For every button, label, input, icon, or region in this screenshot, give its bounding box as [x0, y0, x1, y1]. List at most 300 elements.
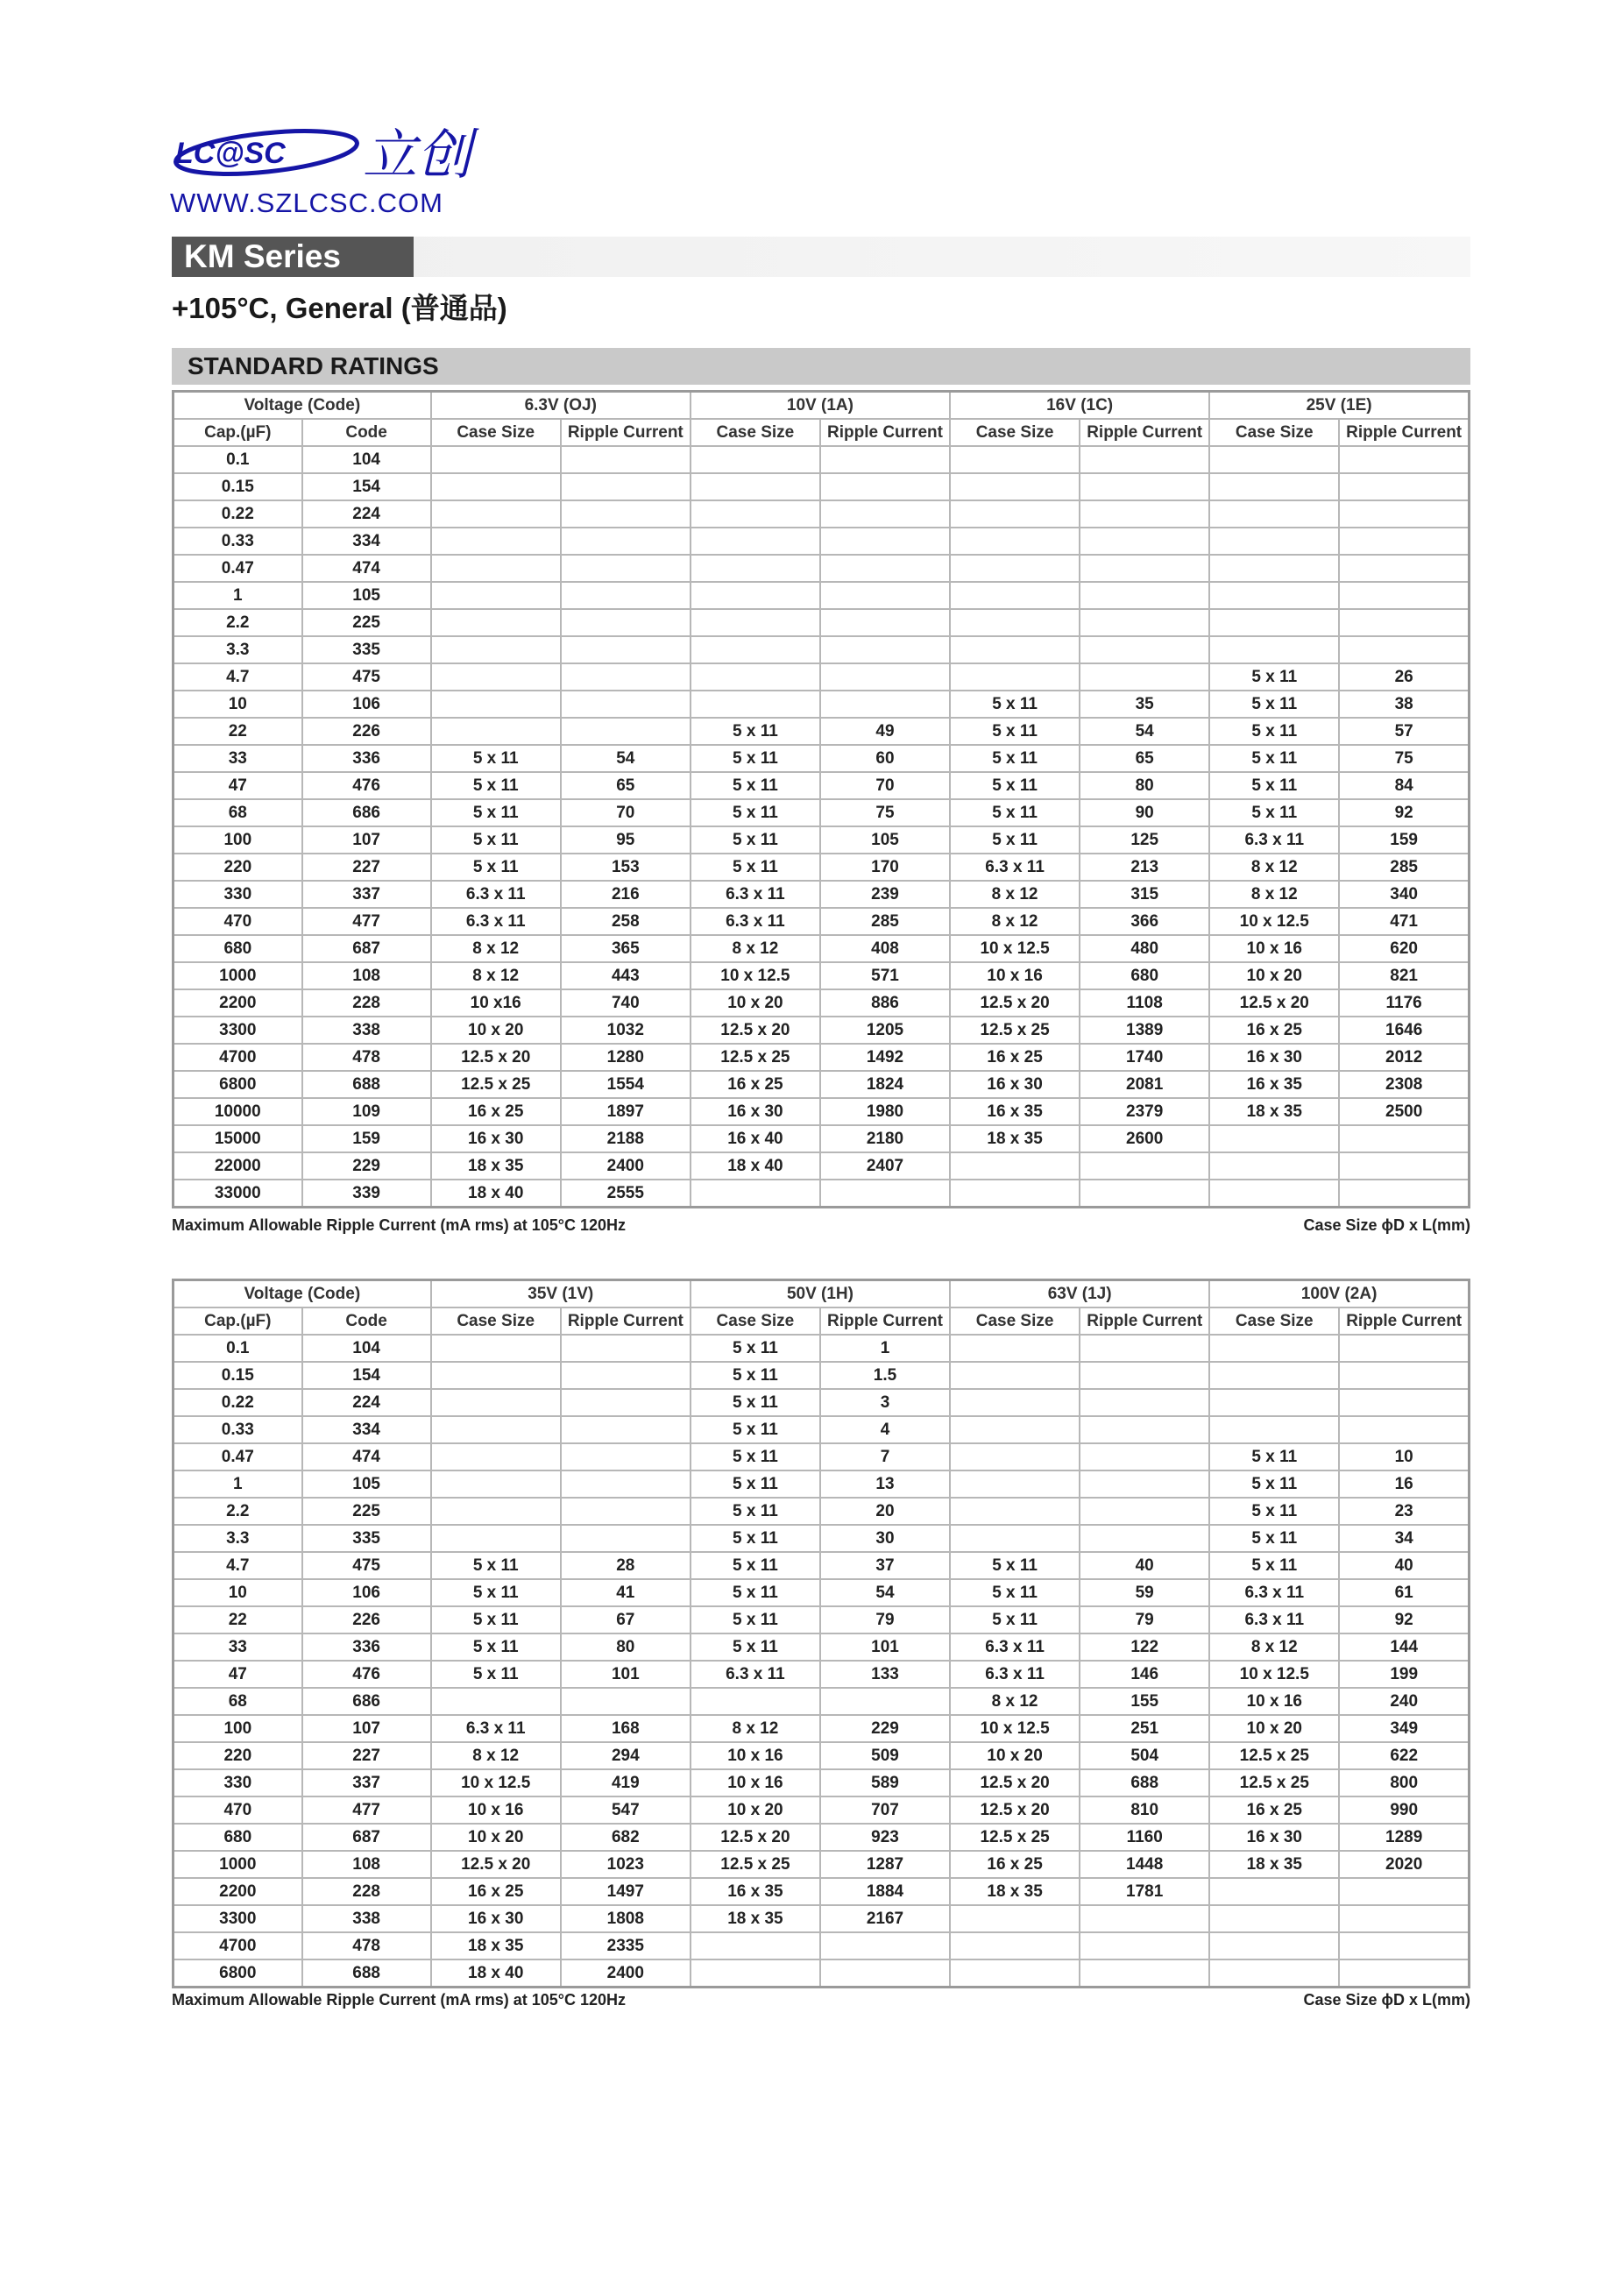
code-cell: 474: [302, 1443, 431, 1470]
ripple-current-cell: 20: [820, 1498, 950, 1525]
ripple-current-cell: [561, 1525, 691, 1552]
capacitance-cell: 0.47: [174, 555, 302, 582]
ripple-current-cell: [1080, 1416, 1209, 1443]
case-size-cell: 18 x 40: [691, 1152, 820, 1180]
case-size-cell: 12.5 x 20: [431, 1044, 561, 1071]
capacitance-cell: 0.1: [174, 1335, 302, 1362]
case-size-cell: [1209, 1362, 1339, 1389]
ripple-note: Maximum Allowable Ripple Current (mA rms) at 105°C 120Hz: [172, 1216, 626, 1234]
standard-ratings-title: STANDARD RATINGS: [188, 352, 439, 379]
capacitance-cell: 470: [174, 908, 302, 935]
table-row: [174, 1715, 1470, 1742]
case-size-cell: 5 x 11: [950, 1606, 1080, 1633]
case-size-cell: 6.3 x 11: [431, 908, 561, 935]
ripple-current-cell: 2555: [561, 1180, 691, 1208]
case-size-cell: 10 x 12.5: [691, 962, 820, 989]
case-size-cell: 10 x 20: [691, 1796, 820, 1824]
ripple-current-cell: [1339, 1362, 1469, 1389]
ripple-current-cell: 10: [1339, 1443, 1469, 1470]
ratings-table-low-voltage: [172, 390, 1470, 1208]
case-size-cell: 10 x 16: [431, 1796, 561, 1824]
case-size-cell: 5 x 11: [1209, 1470, 1339, 1498]
table-row: [174, 935, 1470, 962]
case-size-cell: 6.3 x 11: [950, 1633, 1080, 1661]
case-size-cell: 5 x 11: [431, 1633, 561, 1661]
code-cell: 226: [302, 718, 431, 745]
case-size-cell: 8 x 12: [1209, 1633, 1339, 1661]
ripple-current-cell: 258: [561, 908, 691, 935]
table-row: [174, 1362, 1470, 1389]
case-size-cell: [691, 609, 820, 636]
capacitance-cell: 68: [174, 799, 302, 826]
ripple-current-cell: 1492: [820, 1044, 950, 1071]
ripple-current-cell: 16: [1339, 1470, 1469, 1498]
ripple-current-cell: 589: [820, 1769, 950, 1796]
ripple-current-cell: [561, 691, 691, 718]
case-size-cell: 16 x 35: [691, 1878, 820, 1905]
ripple-current-cell: [820, 555, 950, 582]
capacitance-cell: 4.7: [174, 663, 302, 691]
case-size-header: Case Size: [691, 419, 820, 446]
case-size-cell: 5 x 11: [691, 1579, 820, 1606]
case-size-cell: 6.3 x 11: [431, 881, 561, 908]
case-size-cell: 12.5 x 20: [950, 1769, 1080, 1796]
ripple-current-cell: 682: [561, 1824, 691, 1851]
capacitance-cell: 4700: [174, 1932, 302, 1959]
ripple-current-cell: 65: [1080, 745, 1209, 772]
case-size-cell: [950, 609, 1080, 636]
case-size-cell: [950, 528, 1080, 555]
case-size-cell: 5 x 11: [431, 1552, 561, 1579]
case-size-cell: 5 x 11: [950, 1579, 1080, 1606]
case-size-cell: 5 x 11: [691, 1362, 820, 1389]
case-size-cell: 16 x 35: [1209, 1071, 1339, 1098]
table-row: [174, 1661, 1470, 1688]
case-size-cell: 8 x 12: [1209, 854, 1339, 881]
ripple-current-cell: 38: [1339, 691, 1469, 718]
case-size-cell: [431, 663, 561, 691]
ripple-current-cell: 294: [561, 1742, 691, 1769]
ripple-current-cell: 75: [1339, 745, 1469, 772]
ripple-current-cell: [1339, 473, 1469, 500]
capacitance-cell: 330: [174, 1769, 302, 1796]
capacitance-cell: 680: [174, 935, 302, 962]
ripple-current-cell: [1080, 1443, 1209, 1470]
ripple-current-cell: [1080, 1932, 1209, 1959]
ripple-current-cell: 2500: [1339, 1098, 1469, 1125]
ripple-current-cell: 810: [1080, 1796, 1209, 1824]
capacitance-cell: 22: [174, 718, 302, 745]
ripple-current-cell: [1339, 1389, 1469, 1416]
code-cell: 104: [302, 1335, 431, 1362]
ripple-current-cell: 133: [820, 1661, 950, 1688]
case-size-cell: 5 x 11: [431, 799, 561, 826]
case-size-cell: 16 x 25: [1209, 1796, 1339, 1824]
case-size-cell: [1209, 528, 1339, 555]
capacitance-cell: 3300: [174, 1905, 302, 1932]
case-size-cell: 5 x 11: [950, 1552, 1080, 1579]
ripple-current-cell: 239: [820, 881, 950, 908]
case-size-cell: 16 x 30: [1209, 1824, 1339, 1851]
table-row: [174, 1470, 1470, 1498]
table-row: [174, 1769, 1470, 1796]
case-size-cell: [1209, 582, 1339, 609]
ripple-current-cell: 408: [820, 935, 950, 962]
ripple-current-cell: 159: [1339, 826, 1469, 854]
case-size-cell: [691, 1180, 820, 1208]
ripple-current-cell: 80: [1080, 772, 1209, 799]
ripple-current-cell: [820, 473, 950, 500]
code-cell: 334: [302, 528, 431, 555]
ripple-current-cell: 54: [561, 745, 691, 772]
ripple-current-cell: [561, 1389, 691, 1416]
case-size-cell: [431, 691, 561, 718]
case-size-cell: 16 x 35: [950, 1098, 1080, 1125]
table-row: [174, 1125, 1470, 1152]
ripple-current-cell: [1339, 1905, 1469, 1932]
ripple-current-cell: [1339, 1335, 1469, 1362]
code-cell: 224: [302, 500, 431, 528]
case-size-cell: [431, 1525, 561, 1552]
voltage-header: 10V (1A): [691, 392, 950, 420]
ripple-current-cell: [561, 582, 691, 609]
table-row: [174, 1552, 1470, 1579]
case-size-cell: 18 x 35: [1209, 1851, 1339, 1878]
case-size-header: Case Size: [950, 419, 1080, 446]
case-size-cell: 10 x 20: [950, 1742, 1080, 1769]
case-size-cell: [950, 636, 1080, 663]
capacitance-cell: 33000: [174, 1180, 302, 1208]
table-row: [174, 1498, 1470, 1525]
case-size-header: Case Size: [1209, 419, 1339, 446]
case-size-cell: 5 x 11: [1209, 718, 1339, 745]
ripple-current-cell: 79: [1080, 1606, 1209, 1633]
case-size-cell: 8 x 12: [691, 1715, 820, 1742]
voltage-code-header: Voltage (Code): [174, 1280, 431, 1308]
ripple-current-cell: 2400: [561, 1152, 691, 1180]
capacitance-cell: 33: [174, 1633, 302, 1661]
case-size-cell: [691, 1688, 820, 1715]
ripple-current-cell: 1646: [1339, 1017, 1469, 1044]
case-size-cell: 16 x 30: [691, 1098, 820, 1125]
ripple-current-cell: 26: [1339, 663, 1469, 691]
header-row-columns: [174, 419, 1470, 446]
ripple-current-header: Ripple Current: [1080, 419, 1209, 446]
table-row: [174, 718, 1470, 745]
ripple-current-cell: 30: [820, 1525, 950, 1552]
case-size-cell: 8 x 12: [431, 1742, 561, 1769]
ripple-current-cell: 1980: [820, 1098, 950, 1125]
case-size-cell: [431, 582, 561, 609]
code-cell: 107: [302, 826, 431, 854]
case-size-cell: 5 x 11: [950, 799, 1080, 826]
ripple-current-cell: 61: [1339, 1579, 1469, 1606]
code-header: Code: [302, 1307, 431, 1335]
case-size-cell: 18 x 35: [431, 1932, 561, 1959]
ripple-current-cell: [1339, 1180, 1469, 1208]
code-cell: 154: [302, 1362, 431, 1389]
capacitance-cell: 3300: [174, 1017, 302, 1044]
ripple-current-cell: 90: [1080, 799, 1209, 826]
case-size-cell: [950, 1152, 1080, 1180]
case-size-cell: 6.3 x 11: [691, 908, 820, 935]
case-size-cell: [950, 663, 1080, 691]
ripple-current-cell: 2379: [1080, 1098, 1209, 1125]
case-size-cell: 5 x 11: [691, 826, 820, 854]
ripple-current-cell: [561, 1362, 691, 1389]
case-size-cell: 5 x 11: [431, 826, 561, 854]
ripple-current-cell: [561, 1688, 691, 1715]
ripple-current-cell: [561, 636, 691, 663]
case-size-cell: [691, 473, 820, 500]
ripple-current-cell: 4: [820, 1416, 950, 1443]
code-cell: 687: [302, 1824, 431, 1851]
ripple-current-cell: [1080, 609, 1209, 636]
ripple-current-cell: 504: [1080, 1742, 1209, 1769]
ripple-current-cell: 28: [561, 1552, 691, 1579]
ripple-current-cell: [1339, 1932, 1469, 1959]
case-size-cell: [431, 473, 561, 500]
case-size-cell: 12.5 x 25: [1209, 1769, 1339, 1796]
case-size-cell: [1209, 555, 1339, 582]
code-cell: 687: [302, 935, 431, 962]
case-size-cell: 5 x 11: [1209, 799, 1339, 826]
case-size-cell: [1209, 609, 1339, 636]
ripple-current-cell: [820, 1688, 950, 1715]
capacitance-cell: 1: [174, 582, 302, 609]
case-size-cell: [431, 1443, 561, 1470]
ripple-current-cell: 1448: [1080, 1851, 1209, 1878]
case-size-cell: 5 x 11: [950, 691, 1080, 718]
case-size-cell: 6.3 x 11: [431, 1715, 561, 1742]
case-size-cell: 10 x16: [431, 989, 561, 1017]
ripple-current-cell: 285: [1339, 854, 1469, 881]
ripple-current-cell: 1824: [820, 1071, 950, 1098]
case-size-cell: 16 x 25: [431, 1098, 561, 1125]
case-size-cell: 5 x 11: [691, 1552, 820, 1579]
code-cell: 477: [302, 1796, 431, 1824]
capacitance-cell: 47: [174, 772, 302, 799]
case-size-cell: [950, 582, 1080, 609]
ripple-current-cell: 680: [1080, 962, 1209, 989]
ripple-current-cell: 153: [561, 854, 691, 881]
ripple-current-cell: 1781: [1080, 1878, 1209, 1905]
case-size-cell: 18 x 35: [950, 1125, 1080, 1152]
code-cell: 227: [302, 854, 431, 881]
ripple-current-cell: [1339, 1152, 1469, 1180]
ripple-current-cell: 34: [1339, 1525, 1469, 1552]
ripple-current-cell: [1339, 1125, 1469, 1152]
case-size-cell: [431, 1688, 561, 1715]
table-row: [174, 1579, 1470, 1606]
ripple-current-cell: [1339, 555, 1469, 582]
ripple-current-cell: 2600: [1080, 1125, 1209, 1152]
case-size-cell: [950, 1959, 1080, 1988]
ripple-current-cell: [820, 636, 950, 663]
case-size-cell: 18 x 35: [431, 1152, 561, 1180]
ripple-current-cell: [561, 1335, 691, 1362]
ripple-current-cell: 1.5: [820, 1362, 950, 1389]
case-size-cell: 5 x 11: [691, 745, 820, 772]
ripple-current-cell: [1080, 446, 1209, 473]
case-size-cell: [691, 691, 820, 718]
ripple-current-cell: 340: [1339, 881, 1469, 908]
table-row: [174, 663, 1470, 691]
code-cell: 339: [302, 1180, 431, 1208]
case-size-cell: 5 x 11: [691, 854, 820, 881]
company-logo: [168, 116, 554, 221]
code-cell: 337: [302, 881, 431, 908]
case-size-cell: 10 x 20: [431, 1824, 561, 1851]
header-row-voltage: [174, 392, 1470, 420]
case-size-cell: [950, 1335, 1080, 1362]
case-size-cell: 8 x 12: [691, 935, 820, 962]
capacitance-cell: 4700: [174, 1044, 302, 1071]
ripple-current-cell: [1339, 1959, 1469, 1988]
ripple-current-cell: 101: [561, 1661, 691, 1688]
ripple-current-cell: 65: [561, 772, 691, 799]
case-size-cell: 6.3 x 11: [691, 881, 820, 908]
case-size-cell: 5 x 11: [1209, 663, 1339, 691]
case-size-cell: [691, 1932, 820, 1959]
ripple-current-cell: [1080, 1362, 1209, 1389]
table-row: [174, 1633, 1470, 1661]
case-size-cell: [950, 1498, 1080, 1525]
case-size-cell: 12.5 x 20: [431, 1851, 561, 1878]
case-size-cell: 5 x 11: [950, 772, 1080, 799]
ripple-current-cell: [561, 528, 691, 555]
ripple-current-cell: 75: [820, 799, 950, 826]
ripple-current-cell: 707: [820, 1796, 950, 1824]
code-cell: 225: [302, 609, 431, 636]
case-size-cell: 10 x 12.5: [950, 935, 1080, 962]
table-row: [174, 1932, 1470, 1959]
lcsc-logo-mark: [168, 116, 554, 186]
ripple-current-cell: [1339, 636, 1469, 663]
ripple-current-cell: 1884: [820, 1878, 950, 1905]
ripple-current-cell: 84: [1339, 772, 1469, 799]
table-row: [174, 745, 1470, 772]
ripple-current-cell: [1080, 1498, 1209, 1525]
ripple-current-cell: [820, 1932, 950, 1959]
case-size-cell: [1209, 1905, 1339, 1932]
ripple-current-cell: 1280: [561, 1044, 691, 1071]
ripple-current-cell: [1080, 1389, 1209, 1416]
case-size-cell: [431, 1362, 561, 1389]
code-cell: 336: [302, 1633, 431, 1661]
ripple-current-header: Ripple Current: [1339, 419, 1469, 446]
case-size-cell: [950, 1180, 1080, 1208]
case-size-note: Case Size ϕD x L(mm): [1303, 1216, 1470, 1234]
case-size-cell: 16 x 40: [691, 1125, 820, 1152]
ripple-current-cell: 2180: [820, 1125, 950, 1152]
code-cell: 477: [302, 908, 431, 935]
table-row: [174, 609, 1470, 636]
ripple-current-cell: 95: [561, 826, 691, 854]
code-cell: 686: [302, 1688, 431, 1715]
ripple-current-cell: 70: [820, 772, 950, 799]
case-size-cell: 5 x 11: [691, 1335, 820, 1362]
case-size-cell: 5 x 11: [691, 772, 820, 799]
ripple-current-cell: 40: [1080, 1552, 1209, 1579]
case-size-cell: [691, 1959, 820, 1988]
case-size-cell: [1209, 1125, 1339, 1152]
case-size-cell: 5 x 11: [431, 772, 561, 799]
case-size-header: Case Size: [431, 419, 561, 446]
code-cell: 338: [302, 1017, 431, 1044]
ripple-current-cell: 40: [1339, 1552, 1469, 1579]
case-size-cell: 5 x 11: [1209, 1552, 1339, 1579]
case-size-cell: 5 x 11: [691, 1389, 820, 1416]
capacitance-cell: 2.2: [174, 609, 302, 636]
ripple-current-cell: 2012: [1339, 1044, 1469, 1071]
ripple-current-cell: 366: [1080, 908, 1209, 935]
case-size-cell: 5 x 11: [950, 745, 1080, 772]
ripple-current-cell: 7: [820, 1443, 950, 1470]
case-size-cell: 10 x 16: [950, 962, 1080, 989]
code-cell: 334: [302, 1416, 431, 1443]
ripple-current-cell: 13: [820, 1470, 950, 1498]
capacitance-cell: 0.22: [174, 500, 302, 528]
table-row: [174, 1742, 1470, 1769]
capacitance-cell: 3.3: [174, 1525, 302, 1552]
case-size-cell: 10 x 16: [691, 1769, 820, 1796]
table-row: [174, 1071, 1470, 1098]
case-size-cell: [431, 528, 561, 555]
capacitance-cell: 10000: [174, 1098, 302, 1125]
case-size-cell: 5 x 11: [691, 718, 820, 745]
ripple-current-cell: 240: [1339, 1688, 1469, 1715]
case-size-cell: 5 x 11: [691, 1470, 820, 1498]
ripple-current-cell: 92: [1339, 799, 1469, 826]
ripple-current-cell: [561, 609, 691, 636]
case-size-note: Case Size ϕD x L(mm): [1303, 1991, 1470, 2009]
capacitance-cell: 330: [174, 881, 302, 908]
ripple-current-cell: [820, 1180, 950, 1208]
ripple-current-cell: [561, 1498, 691, 1525]
ripple-current-cell: [561, 1443, 691, 1470]
ripple-current-cell: 168: [561, 1715, 691, 1742]
ripple-current-cell: 229: [820, 1715, 950, 1742]
table-row: [174, 555, 1470, 582]
code-cell: 335: [302, 636, 431, 663]
case-size-cell: 12.5 x 25: [950, 1017, 1080, 1044]
table-row: [174, 691, 1470, 718]
case-size-cell: 12.5 x 20: [950, 1796, 1080, 1824]
ripple-current-cell: [820, 1959, 950, 1988]
ripple-current-cell: 41: [561, 1579, 691, 1606]
ripple-current-cell: 37: [820, 1552, 950, 1579]
case-size-cell: [1209, 1932, 1339, 1959]
case-size-cell: 5 x 11: [691, 1498, 820, 1525]
ripple-current-cell: [561, 1470, 691, 1498]
ripple-current-cell: [1080, 1905, 1209, 1932]
case-size-cell: [431, 446, 561, 473]
capacitance-cell: 1000: [174, 1851, 302, 1878]
case-size-cell: 10 x 20: [1209, 962, 1339, 989]
case-size-cell: 10 x 16: [1209, 1688, 1339, 1715]
ripple-current-cell: [1080, 663, 1209, 691]
ripple-current-cell: 1108: [1080, 989, 1209, 1017]
code-cell: 475: [302, 663, 431, 691]
capacitance-cell: 2.2: [174, 1498, 302, 1525]
ripple-current-cell: 2188: [561, 1125, 691, 1152]
voltage-header: 50V (1H): [691, 1280, 950, 1308]
case-size-cell: 5 x 11: [431, 854, 561, 881]
table-row: [174, 473, 1470, 500]
ripple-current-cell: 740: [561, 989, 691, 1017]
case-size-cell: [1209, 1416, 1339, 1443]
